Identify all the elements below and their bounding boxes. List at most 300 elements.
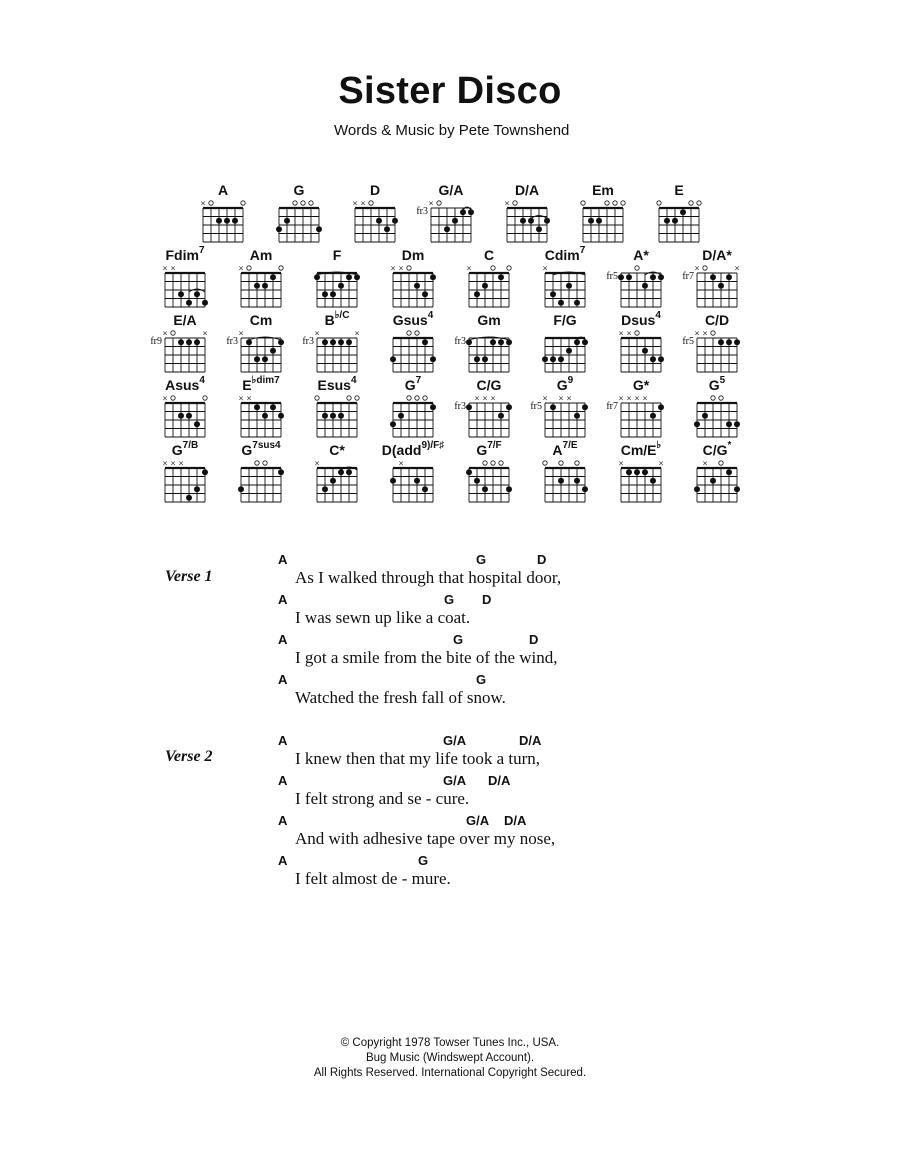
finger-dot bbox=[430, 274, 436, 280]
chord-name-root: G/A bbox=[438, 182, 464, 198]
chord-diagram bbox=[375, 312, 451, 372]
finger-dot bbox=[566, 283, 572, 289]
chord-grid-svg bbox=[147, 391, 223, 441]
finger-dot bbox=[186, 300, 192, 306]
chord-grid-svg bbox=[451, 391, 527, 441]
finger-dot bbox=[254, 283, 260, 289]
finger-dot bbox=[224, 218, 230, 224]
finger-dot bbox=[672, 218, 678, 224]
finger-dot bbox=[178, 291, 184, 297]
finger-dot bbox=[390, 421, 396, 427]
chord-diagram bbox=[337, 182, 413, 242]
chord-grid-svg bbox=[565, 196, 641, 246]
finger-dot bbox=[574, 339, 580, 345]
muted-string-marker: × bbox=[490, 394, 496, 403]
chord-diagram bbox=[147, 312, 223, 372]
finger-dot bbox=[626, 469, 632, 475]
chord-diagram bbox=[603, 377, 679, 437]
finger-dot bbox=[582, 404, 588, 410]
finger-dot bbox=[642, 469, 648, 475]
chord-grid-svg bbox=[603, 391, 679, 441]
finger-dot bbox=[466, 404, 472, 410]
chord-name-suffix: 5 bbox=[719, 375, 726, 386]
chord-grid-svg bbox=[679, 456, 755, 506]
finger-dot bbox=[398, 413, 404, 419]
finger-dot bbox=[718, 283, 724, 289]
fret-position-label: fr3 bbox=[302, 336, 314, 347]
lyric-text: I felt almost de - mure. bbox=[295, 869, 451, 888]
finger-dot bbox=[430, 356, 436, 362]
finger-dot bbox=[354, 274, 360, 280]
muted-string-marker: × bbox=[238, 264, 244, 273]
open-string-marker bbox=[437, 201, 441, 205]
chord-name-root: G bbox=[293, 182, 305, 198]
chord-name-root: C* bbox=[329, 442, 345, 458]
chord-name-root: Asus bbox=[165, 377, 200, 393]
finger-dot bbox=[474, 356, 480, 362]
open-string-marker bbox=[635, 331, 639, 335]
chord-name-root: G bbox=[708, 377, 720, 393]
chord-name-root: Cm bbox=[249, 312, 273, 328]
finger-dot bbox=[390, 356, 396, 362]
chord-symbol: G/A bbox=[443, 773, 467, 788]
muted-string-marker: × bbox=[694, 264, 700, 273]
chord-diagram bbox=[147, 247, 223, 307]
finger-dot bbox=[474, 291, 480, 297]
chord-grid-svg bbox=[603, 261, 679, 311]
finger-dot bbox=[726, 421, 732, 427]
muted-string-marker: × bbox=[162, 394, 168, 403]
finger-dot bbox=[270, 348, 276, 354]
chord-diagram bbox=[299, 377, 375, 437]
open-string-marker bbox=[279, 266, 283, 270]
finger-dot bbox=[558, 356, 564, 362]
chord-symbol: G bbox=[453, 632, 464, 647]
chord-grid-svg bbox=[641, 196, 717, 246]
chord-diagram bbox=[679, 377, 755, 437]
open-string-marker bbox=[499, 461, 503, 465]
finger-dot bbox=[558, 300, 564, 306]
chord-grid-svg bbox=[299, 326, 375, 376]
lyric-line bbox=[0, 773, 900, 813]
muted-string-marker: × bbox=[658, 459, 664, 468]
chord-grid-svg bbox=[147, 456, 223, 506]
muted-string-marker: × bbox=[200, 199, 206, 208]
chord-name-root: G* bbox=[632, 377, 650, 393]
finger-dot bbox=[650, 274, 656, 280]
chord-name-suffix: 9 bbox=[567, 375, 574, 386]
chord-name-root: A bbox=[552, 442, 563, 458]
chord-diagram bbox=[299, 442, 375, 502]
chord-symbol: A bbox=[278, 733, 288, 748]
chord-symbol: A bbox=[278, 672, 288, 687]
song-title: Sister Disco bbox=[338, 70, 562, 112]
lyric-line bbox=[0, 733, 900, 773]
chord-name-suffix: 7 bbox=[579, 245, 586, 256]
finger-dot bbox=[422, 486, 428, 492]
open-string-marker bbox=[203, 396, 207, 400]
open-string-marker bbox=[407, 396, 411, 400]
open-string-marker bbox=[355, 396, 359, 400]
chord-grid-svg bbox=[223, 261, 299, 311]
lyric-line bbox=[0, 632, 900, 672]
chord-diagram bbox=[451, 377, 527, 437]
chord-name-suffix: 7 bbox=[415, 375, 422, 386]
finger-dot bbox=[726, 339, 732, 345]
muted-string-marker: × bbox=[428, 199, 434, 208]
open-string-marker bbox=[621, 201, 625, 205]
chord-diagram bbox=[413, 182, 489, 242]
chord-symbol: A bbox=[278, 773, 288, 788]
muted-string-marker: × bbox=[202, 329, 208, 338]
finger-dot bbox=[734, 486, 740, 492]
finger-dot bbox=[322, 291, 328, 297]
finger-dot bbox=[734, 339, 740, 345]
finger-dot bbox=[254, 356, 260, 362]
chord-name-suffix: ♭ bbox=[656, 440, 662, 451]
open-string-marker bbox=[423, 396, 427, 400]
chord-diagram bbox=[527, 442, 603, 502]
chord-name-root: Gm bbox=[477, 312, 501, 328]
muted-string-marker: × bbox=[618, 329, 624, 338]
chord-grid-svg bbox=[679, 261, 755, 311]
finger-dot bbox=[664, 218, 670, 224]
chord-diagram bbox=[147, 442, 223, 502]
copyright-notice bbox=[0, 1036, 900, 1081]
open-string-marker bbox=[491, 461, 495, 465]
chord-diagram bbox=[451, 442, 527, 502]
finger-dot bbox=[574, 413, 580, 419]
copyright-line: © Copyright 1978 Towser Tunes Inc., USA. bbox=[340, 1037, 560, 1049]
muted-string-marker: × bbox=[642, 394, 648, 403]
fret-position-label: fr7 bbox=[606, 401, 618, 412]
chord-diagram bbox=[185, 182, 261, 242]
chord-name-suffix: 7sus4 bbox=[252, 440, 281, 451]
open-string-marker bbox=[415, 331, 419, 335]
finger-dot bbox=[734, 421, 740, 427]
muted-string-marker: × bbox=[734, 264, 740, 273]
finger-dot bbox=[376, 218, 382, 224]
fret-position-label: fr9 bbox=[150, 336, 162, 347]
chord-name-root: F bbox=[332, 247, 342, 263]
finger-dot bbox=[338, 469, 344, 475]
copyright-line: All Rights Reserved. International Copyright Secured. bbox=[313, 1067, 587, 1079]
chord-grid-svg bbox=[299, 391, 375, 441]
chord-name-suffix: 7/F bbox=[487, 440, 502, 451]
song-credit: Words & Music by Pete Townshend bbox=[334, 122, 570, 139]
finger-dot bbox=[558, 478, 564, 484]
fret-position-label: fr3 bbox=[454, 336, 466, 347]
muted-string-marker: × bbox=[398, 459, 404, 468]
finger-dot bbox=[498, 413, 504, 419]
chord-name-root: Em bbox=[592, 182, 614, 198]
chord-name-root: C/D bbox=[704, 312, 730, 328]
finger-dot bbox=[338, 339, 344, 345]
muted-string-marker: × bbox=[634, 394, 640, 403]
finger-dot bbox=[384, 226, 390, 232]
chord-name-root: E/A bbox=[173, 312, 197, 328]
open-string-marker bbox=[689, 201, 693, 205]
open-string-marker bbox=[697, 201, 701, 205]
chord-name-root: D/A* bbox=[702, 247, 732, 263]
open-string-marker bbox=[241, 201, 245, 205]
chord-symbol: A bbox=[278, 552, 288, 567]
open-string-marker bbox=[491, 266, 495, 270]
chord-grid-svg bbox=[375, 326, 451, 376]
lyric-text: I got a smile from the bite of the wind, bbox=[295, 648, 558, 667]
finger-dot bbox=[262, 356, 268, 362]
finger-dot bbox=[262, 413, 268, 419]
chord-symbol: G bbox=[444, 592, 455, 607]
chord-grid-svg bbox=[299, 261, 375, 311]
fret-position-label: fr5 bbox=[682, 336, 694, 347]
finger-dot bbox=[392, 218, 398, 224]
chord-diagram bbox=[603, 442, 679, 502]
chord-name-root: Esus bbox=[317, 377, 351, 393]
chord-grid-svg bbox=[375, 391, 451, 441]
chord-symbol: D bbox=[537, 552, 547, 567]
open-string-marker bbox=[613, 201, 617, 205]
chord-name-suffix: 7 bbox=[198, 245, 205, 256]
open-string-marker bbox=[171, 396, 175, 400]
chord-symbol: G bbox=[476, 552, 487, 567]
finger-dot bbox=[658, 274, 664, 280]
finger-dot bbox=[338, 413, 344, 419]
lyric-line bbox=[0, 552, 900, 592]
muted-string-marker: × bbox=[360, 199, 366, 208]
chord-grid-svg bbox=[375, 456, 451, 506]
verse-label-1: Verse 1 bbox=[165, 568, 213, 585]
finger-dot bbox=[726, 469, 732, 475]
muted-string-marker: × bbox=[354, 329, 360, 338]
finger-dot bbox=[642, 283, 648, 289]
finger-dot bbox=[194, 421, 200, 427]
finger-dot bbox=[202, 300, 208, 306]
chord-name-root: C/G bbox=[476, 377, 502, 393]
open-string-marker bbox=[719, 396, 723, 400]
chord-name-root: G bbox=[241, 442, 253, 458]
finger-dot bbox=[322, 339, 328, 345]
finger-dot bbox=[202, 469, 208, 475]
finger-dot bbox=[186, 413, 192, 419]
finger-dot bbox=[634, 469, 640, 475]
chord-diagram bbox=[223, 247, 299, 307]
lyric-text: Watched the fresh fall of snow. bbox=[295, 688, 506, 707]
finger-dot bbox=[658, 356, 664, 362]
chord-symbol: D bbox=[482, 592, 492, 607]
lyric-line bbox=[0, 813, 900, 853]
chord-name-root: G bbox=[556, 377, 568, 393]
lyric-text: I knew then that my life took a turn, bbox=[295, 749, 541, 768]
chord-grid-svg bbox=[375, 261, 451, 311]
open-string-marker bbox=[171, 331, 175, 335]
chord-name-suffix: 9)/F♯ bbox=[421, 440, 445, 451]
lyric-line bbox=[0, 853, 900, 893]
open-string-marker bbox=[483, 461, 487, 465]
open-string-marker bbox=[559, 461, 563, 465]
chord-symbol: G/A bbox=[443, 733, 467, 748]
chord-grid-svg bbox=[185, 196, 261, 246]
open-string-marker bbox=[209, 201, 213, 205]
finger-dot bbox=[710, 478, 716, 484]
finger-dot bbox=[178, 339, 184, 345]
muted-string-marker: × bbox=[694, 329, 700, 338]
muted-string-marker: × bbox=[170, 459, 176, 468]
muted-string-marker: × bbox=[558, 394, 564, 403]
chord-diagram bbox=[261, 182, 337, 242]
finger-dot bbox=[650, 356, 656, 362]
lyric-text: And with adhesive tape over my nose, bbox=[295, 829, 556, 848]
chord-diagram bbox=[451, 312, 527, 372]
open-string-marker bbox=[605, 201, 609, 205]
chord-name-root: Fdim bbox=[165, 247, 199, 263]
chord-diagram bbox=[565, 182, 641, 242]
chord-diagram bbox=[299, 247, 375, 307]
finger-dot bbox=[506, 404, 512, 410]
chord-grid-svg bbox=[223, 326, 299, 376]
chord-grid-svg bbox=[603, 326, 679, 376]
fret-position-label: fr5 bbox=[606, 271, 618, 282]
finger-dot bbox=[474, 478, 480, 484]
finger-dot bbox=[466, 469, 472, 475]
chord-diagram bbox=[375, 442, 451, 502]
finger-dot bbox=[694, 486, 700, 492]
lyric-text: As I walked through that hospital door, bbox=[295, 568, 562, 587]
chord-name-root: D/A bbox=[514, 182, 540, 198]
finger-dot bbox=[574, 300, 580, 306]
finger-dot bbox=[566, 348, 572, 354]
chord-name-root: E bbox=[674, 182, 684, 198]
finger-dot bbox=[346, 339, 352, 345]
finger-dot bbox=[582, 486, 588, 492]
chord-grid-svg bbox=[223, 456, 299, 506]
finger-dot bbox=[232, 218, 238, 224]
finger-dot bbox=[414, 478, 420, 484]
chord-diagram bbox=[679, 442, 755, 502]
finger-dot bbox=[506, 339, 512, 345]
finger-dot bbox=[330, 413, 336, 419]
finger-dot bbox=[718, 339, 724, 345]
chord-diagram bbox=[147, 377, 223, 437]
open-string-marker bbox=[407, 266, 411, 270]
finger-dot bbox=[186, 495, 192, 501]
muted-string-marker: × bbox=[178, 459, 184, 468]
muted-string-marker: × bbox=[170, 264, 176, 273]
muted-string-marker: × bbox=[314, 459, 320, 468]
chord-grid-svg bbox=[451, 456, 527, 506]
chord-grid-svg bbox=[527, 326, 603, 376]
chord-grid-svg bbox=[299, 456, 375, 506]
copyright-line: Bug Music (Windswept Account). bbox=[365, 1052, 535, 1064]
finger-dot bbox=[330, 339, 336, 345]
chord-diagram bbox=[527, 312, 603, 372]
open-string-marker bbox=[407, 331, 411, 335]
open-string-marker bbox=[369, 201, 373, 205]
fret-position-label: fr3 bbox=[416, 206, 428, 217]
chord-name-root: C bbox=[483, 247, 495, 263]
chord-name-suffix: 4 bbox=[655, 310, 661, 321]
finger-dot bbox=[542, 356, 548, 362]
chord-diagram bbox=[223, 312, 299, 372]
finger-dot bbox=[650, 478, 656, 484]
finger-dot bbox=[582, 339, 588, 345]
chord-symbol: A bbox=[278, 853, 288, 868]
chord-name-root: B bbox=[324, 312, 335, 328]
chord-diagram bbox=[223, 442, 299, 502]
finger-dot bbox=[550, 404, 556, 410]
chord-diagram bbox=[223, 377, 299, 437]
muted-string-marker: × bbox=[566, 394, 572, 403]
finger-dot bbox=[330, 291, 336, 297]
chord-symbol: A bbox=[278, 632, 288, 647]
chord-symbol: D/A bbox=[488, 773, 511, 788]
finger-dot bbox=[528, 218, 534, 224]
finger-dot bbox=[314, 274, 320, 280]
chord-symbol: A bbox=[278, 813, 288, 828]
chord-name-root: A bbox=[217, 182, 229, 198]
fret-position-label: fr3 bbox=[454, 401, 466, 412]
finger-dot bbox=[498, 274, 504, 280]
open-string-marker bbox=[543, 461, 547, 465]
chord-name-root: Dsus bbox=[621, 312, 656, 328]
muted-string-marker: × bbox=[352, 199, 358, 208]
finger-dot bbox=[520, 218, 526, 224]
finger-dot bbox=[498, 339, 504, 345]
finger-dot bbox=[422, 339, 428, 345]
muted-string-marker: × bbox=[238, 329, 244, 338]
finger-dot bbox=[694, 421, 700, 427]
chord-grid-svg bbox=[261, 196, 337, 246]
muted-string-marker: × bbox=[702, 329, 708, 338]
chord-diagram bbox=[603, 312, 679, 372]
finger-dot bbox=[482, 356, 488, 362]
finger-dot bbox=[330, 478, 336, 484]
chord-grid-svg bbox=[451, 326, 527, 376]
chord-name-suffix: 7/E bbox=[562, 440, 578, 451]
finger-dot bbox=[626, 274, 632, 280]
finger-dot bbox=[642, 348, 648, 354]
open-string-marker bbox=[513, 201, 517, 205]
chord-name-root: D bbox=[369, 182, 381, 198]
chord-grid-svg bbox=[337, 196, 413, 246]
finger-dot bbox=[322, 486, 328, 492]
finger-dot bbox=[390, 478, 396, 484]
chord-name-root: Cm/E bbox=[620, 442, 657, 458]
muted-string-marker: × bbox=[390, 264, 396, 273]
muted-string-marker: × bbox=[618, 459, 624, 468]
muted-string-marker: × bbox=[314, 329, 320, 338]
finger-dot bbox=[710, 274, 716, 280]
chord-diagram bbox=[679, 312, 755, 372]
chord-grid-svg bbox=[679, 391, 755, 441]
open-string-marker bbox=[247, 266, 251, 270]
finger-dot bbox=[270, 404, 276, 410]
chord-name-root: Cdim bbox=[544, 247, 580, 263]
fret-position-label: fr3 bbox=[226, 336, 238, 347]
open-string-marker bbox=[507, 266, 511, 270]
chord-symbol: D/A bbox=[504, 813, 527, 828]
verse-label-2: Verse 2 bbox=[165, 748, 213, 765]
muted-string-marker: × bbox=[246, 394, 252, 403]
finger-dot bbox=[322, 413, 328, 419]
finger-dot bbox=[550, 291, 556, 297]
chord-name-root: C/G bbox=[702, 442, 728, 458]
chord-diagram bbox=[527, 247, 603, 307]
finger-dot bbox=[726, 274, 732, 280]
chord-grid-svg bbox=[527, 456, 603, 506]
chord-grid-svg bbox=[527, 261, 603, 311]
chord-name-suffix: 7/B bbox=[182, 440, 199, 451]
